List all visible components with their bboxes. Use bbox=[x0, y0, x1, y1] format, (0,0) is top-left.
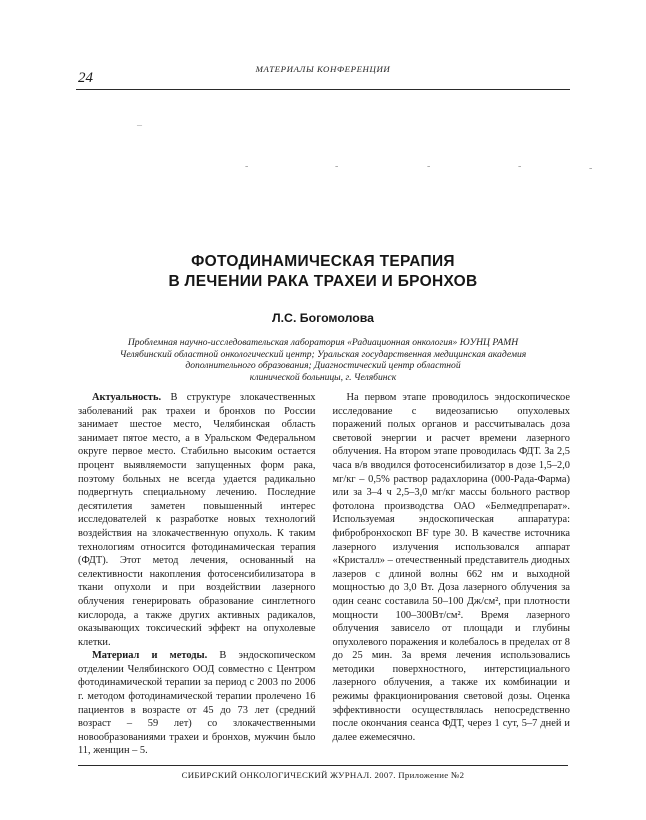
scan-artifact-dash: – bbox=[137, 120, 142, 131]
paragraph-material-metody bbox=[78, 649, 316, 758]
column-left bbox=[78, 391, 316, 758]
article-affiliation bbox=[40, 337, 606, 383]
article-title bbox=[0, 252, 646, 291]
footer-rule bbox=[78, 765, 568, 766]
scan-artifact-dash: - bbox=[335, 161, 339, 172]
scan-artifact-dash: - bbox=[427, 161, 431, 172]
page-number: 24 bbox=[78, 70, 93, 86]
journal-footer: СИБИРСКИЙ ОНКОЛОГИЧЕСКИЙ ЖУРНАЛ. 2007. Приложение №2 bbox=[181, 770, 465, 780]
scan-artifact-dash: - bbox=[245, 161, 249, 172]
column-right bbox=[333, 391, 571, 758]
article-title-line2: В ЛЕЧЕНИИ РАКА ТРАХЕИ И БРОНХОВ bbox=[168, 272, 478, 290]
affiliation-line: дополнительного образования; Диагностический центр областной bbox=[185, 360, 461, 372]
running-head: МАТЕРИАЛЫ КОНФЕРЕНЦИИ bbox=[255, 64, 391, 74]
paragraph-text: В эндоскопическом отделении Челябинского ООД совместно с Центром фотодинамической терапии за период с 2003 по 2006 г. методом фотодинамической терапии пролечено 16 пациентов в возрасте от 45 до 73 лет (средний возраст – 59 лет) со злокачественными новообразованиями трахеи и бронхов, мужчин было 11, женщин – 5. bbox=[78, 650, 316, 757]
paragraph-text: В структуре злокачественных заболеваний рак трахеи и бронхов по России занимает шестое место, Челябинская область занимает пятое место, а в Уральском Федеральном округе первое место. Стабильно высоким остается процент выявляемости запущенных форм рака, поэтому больных не всегда удается радикально подвергнуть специальному лечению. Последние десятилетия заметен повышенный интерес исследователей к разработке новых технологий воздействия на злокачественную опухоль. К таким технологиям относится фотодинамическая терапия (ФДТ). Этот метод лечения, основанный на селективности накопления фотосенсибилизатора в ткани опухоли и при воздействии лазерного облучения генерировать образование синглетного кислорода, а также других активных радикалов, оказывающих токсический эффект на опухолевые клетки. bbox=[78, 392, 316, 648]
paragraph-aktualnost bbox=[78, 391, 316, 649]
affiliation-line: Проблемная научно-исследовательская лаборатория «Радиационная онкология» ЮУНЦ РАМН bbox=[127, 337, 519, 348]
scan-artifact-dash: - bbox=[518, 161, 522, 172]
affiliation-line: Челябинский областной онкологический центр; Уральская государственная медицинская академия bbox=[119, 348, 527, 360]
header-rule bbox=[76, 89, 570, 90]
affiliation-line: клинической больницы, г. Челябинск bbox=[249, 371, 397, 383]
article-author: Л.С. Богомолова bbox=[272, 311, 374, 325]
paragraph-methods-detail: На первом этапе проводилось эндоскопическое исследование с видеозаписью опухолевых поражений полых органов и рассчитывалась доза световой энергии и расчет времени лазерного облучения. На втором этапе проводилась ФДТ. За 2,5 часа в/в вводился фотосенсибилизатор в дозе 1,5–2,0 мг/кг – 0,5% раствор радахлорина (000-Рада-Фарма) или за 3–4 ч 2,5–3,0 мг/кг массы больного раствор фотолона производства ОАО «Белмедпрепарат». Используемая эндоскопическая аппаратура: фибробронхоскоп BF type 30. В качестве источника лазерного излучения использовался аппарат «Кристалл» – отечественный представитель диодных лазеров с длиной волны 662 нм и выходной мощностью до 3,0 Вт. Доза лазерного облучения за один сеанс составила 50–100 Дж/см², при плотности мощности 100–300Вт/см². Время лазерного облучения зависело от площади и глубины опухолевого поражения и колебалось в пределах от 8 до 25 мин. За время лечения использовались методики поверхностного, интерстициального лазерного облучения, а также их комбинации и режимы фракционирования световой дозы. Оценка эффективности осуществлялась непосредственно после окончания сеанса ФДТ, через 1 сут, 5–7 дней и далее ежемесячно. bbox=[332, 392, 570, 743]
section-lead-aktualnost: Актуальность. bbox=[92, 392, 162, 403]
article-title-line1: ФОТОДИНАМИЧЕСКАЯ ТЕРАПИЯ bbox=[191, 253, 455, 270]
article-body bbox=[78, 391, 570, 758]
scan-artifact-dash: - bbox=[589, 163, 593, 174]
section-lead-material-metody: Материал и методы. bbox=[92, 650, 208, 662]
